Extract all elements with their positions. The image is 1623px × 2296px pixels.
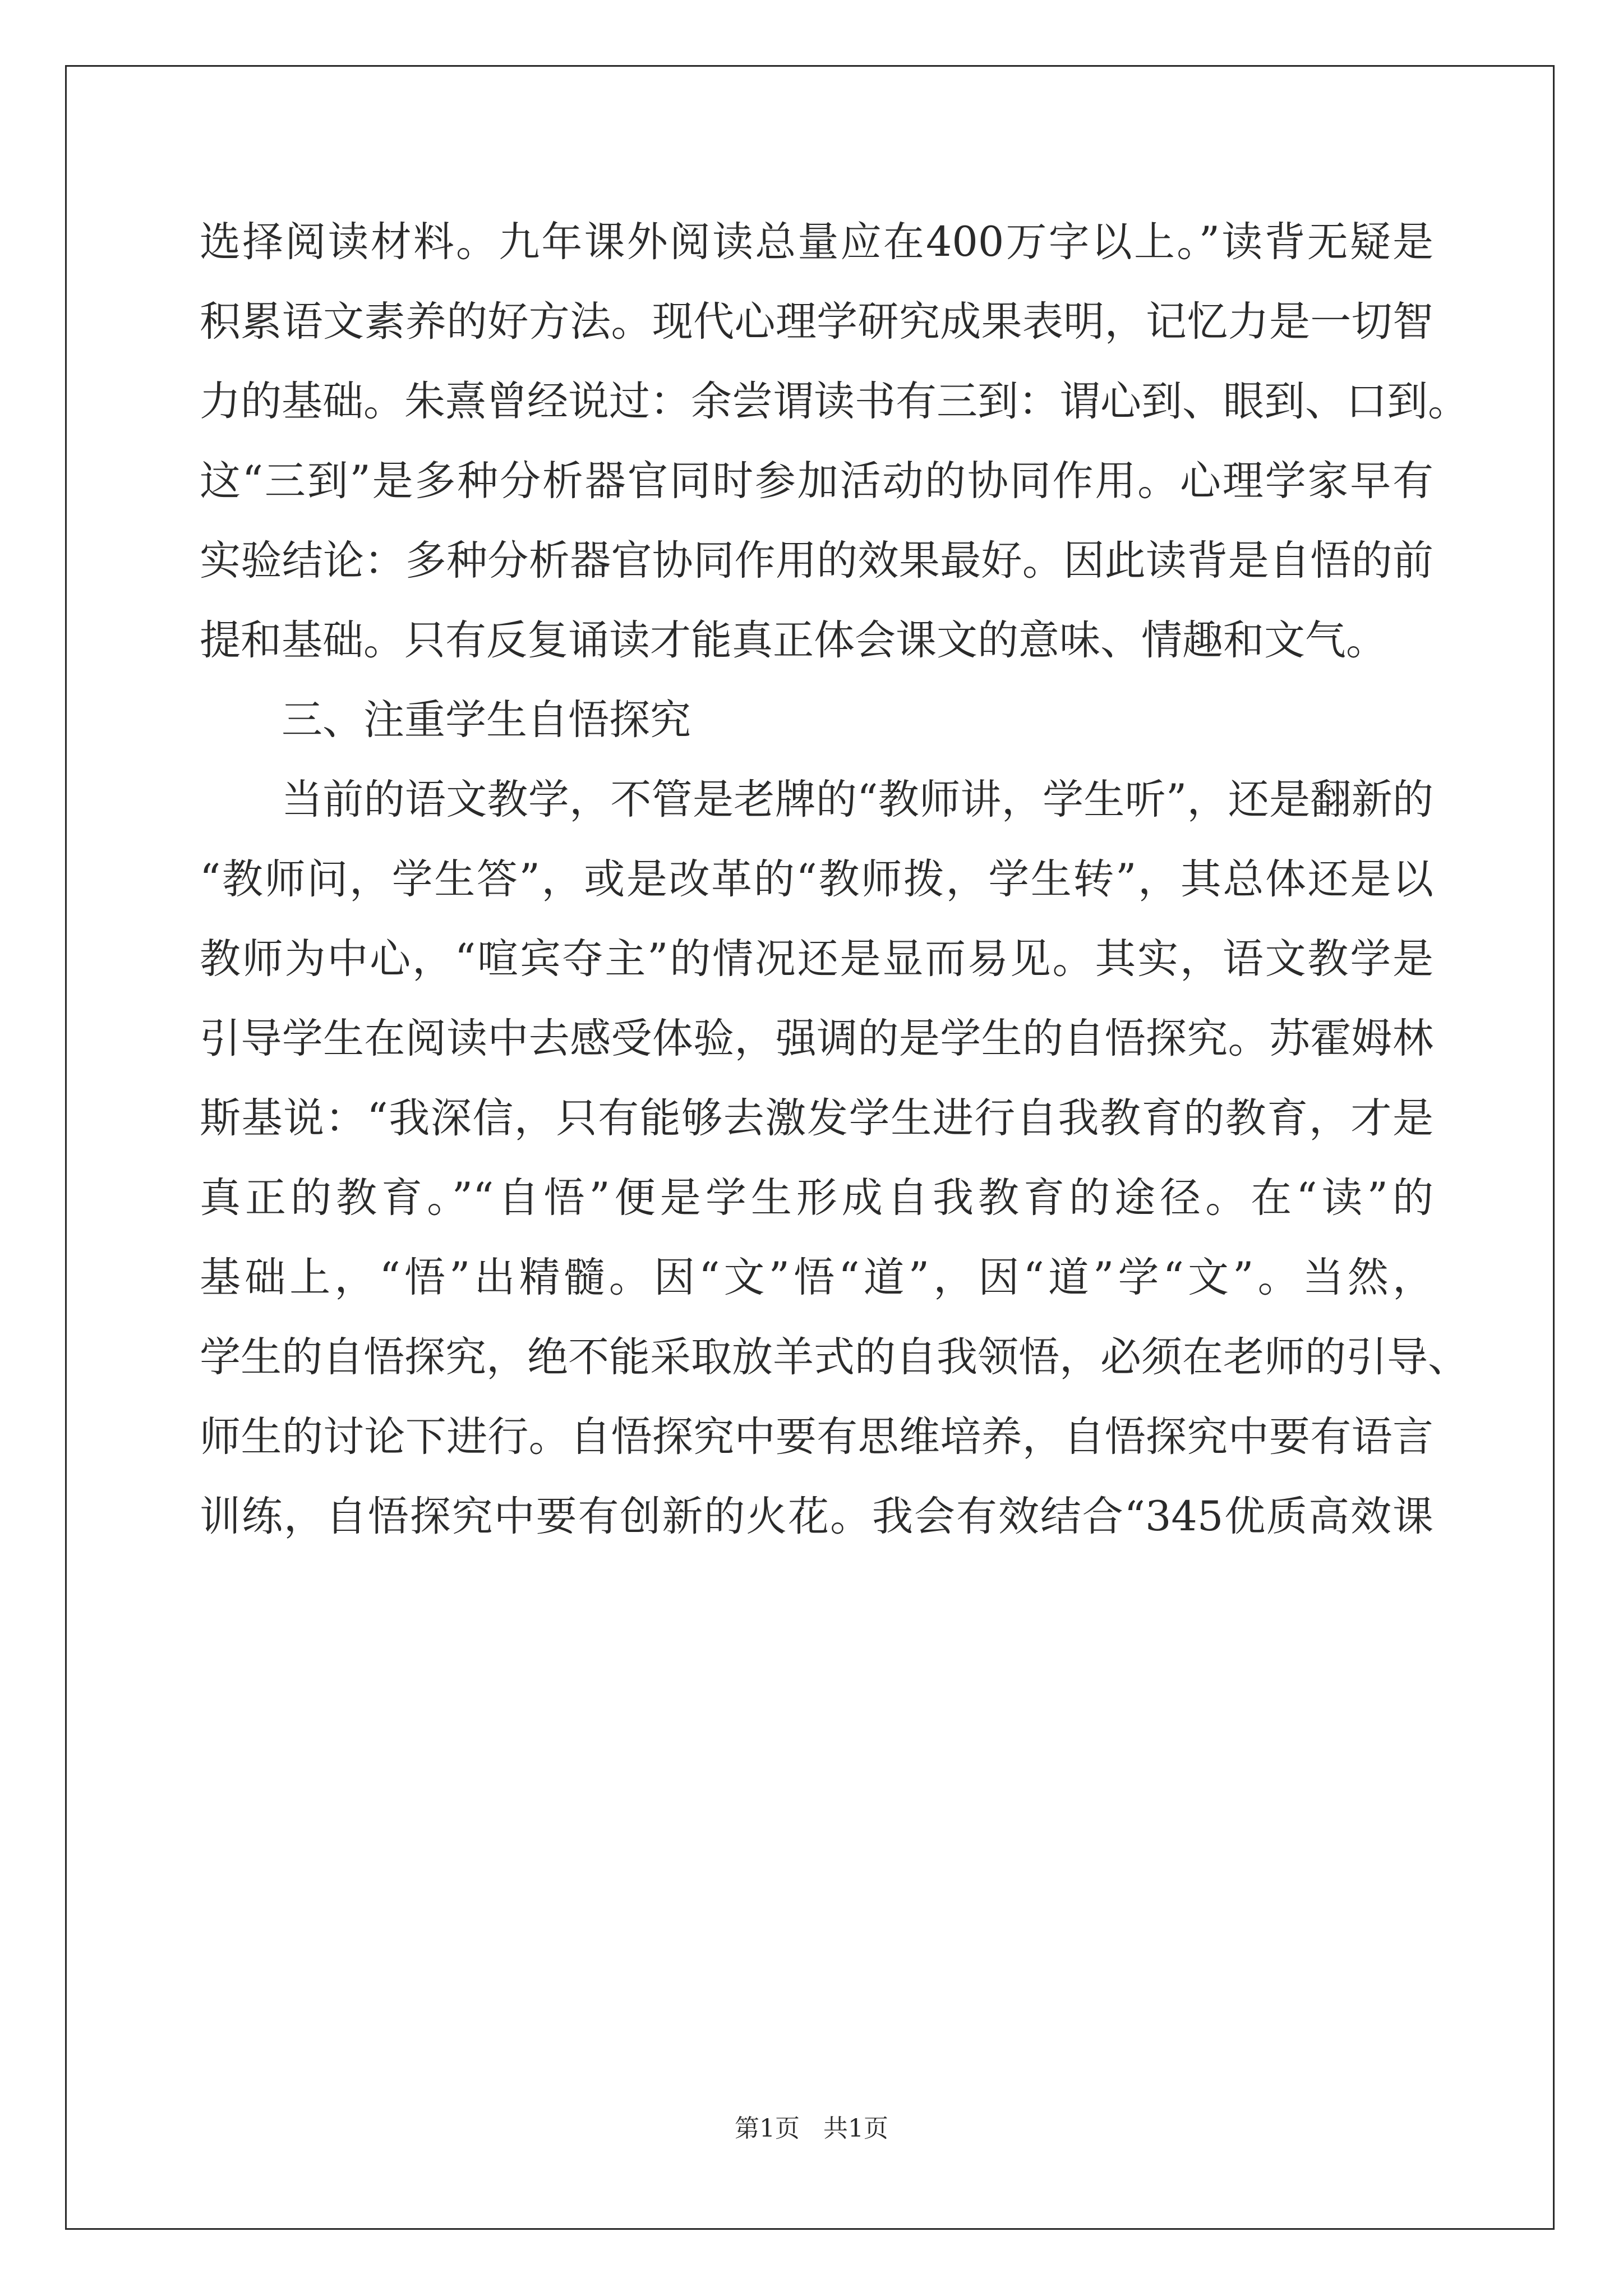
- page-footer: 第1页 共1页: [735, 2114, 888, 2143]
- text-line: “教师问，学生答”，或是改革的“教师拨，学生转”，其总体还是以: [200, 855, 1433, 903]
- text-line: 积累语文素养的好方法。现代心理学研究成果表明，记忆力是一切智: [200, 298, 1433, 346]
- text-line: 真正的教育。”“自悟”便是学生形成自我教育的途径。在“读”的: [200, 1174, 1433, 1222]
- text-line: 当前的语文教学，不管是老牌的“教师讲，学生听”，还是翻新的: [282, 776, 1433, 823]
- text-line: 训练，自悟探究中要有创新的火花。我会有效结合“345优质高效课: [200, 1493, 1433, 1540]
- text-line: 实验结论：多种分析器官协同作用的效果最好。因此读背是自悟的前: [200, 537, 1433, 585]
- text-line: 引导学生在阅读中去感受体验，强调的是学生的自悟探究。苏霍姆林: [200, 1015, 1433, 1062]
- text-line: 师生的讨论下进行。自悟探究中要有思维培养，自悟探究中要有语言: [200, 1413, 1433, 1461]
- section-heading: 三、注重学生自悟探究: [282, 696, 691, 744]
- text-line: 选择阅读材料。九年课外阅读总量应在400万字以上。”读背无疑是: [200, 218, 1433, 266]
- text-line: 这“三到”是多种分析器官同时参加活动的协同作用。心理学家早有: [200, 457, 1433, 505]
- text-line: 提和基础。只有反复诵读才能真正体会课文的意味、情趣和文气。: [200, 616, 1387, 664]
- text-line: 教师为中心，“喧宾夺主”的情况还是显而易见。其实，语文教学是: [200, 935, 1433, 983]
- text-line: 学生的自悟探究，绝不能采取放羊式的自我领悟，必须在老师的引导、: [200, 1333, 1469, 1381]
- text-line: 斯基说：“我深信，只有能够去激发学生进行自我教育的教育，才是: [200, 1094, 1433, 1142]
- text-line: 基础上，“悟”出精髓。因“文”悟“道”，因“道”学“文”。当然，: [200, 1254, 1433, 1301]
- text-line: 力的基础。朱熹曾经说过：余尝谓读书有三到：谓心到、眼到、口到。: [200, 378, 1469, 425]
